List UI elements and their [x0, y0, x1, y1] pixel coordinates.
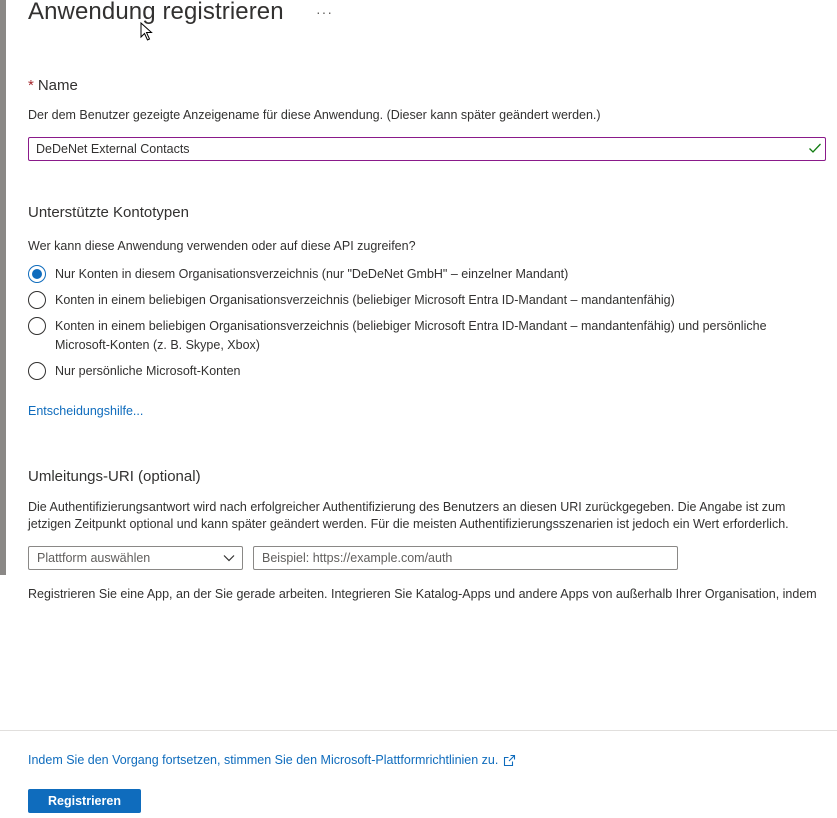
required-marker: * [28, 77, 34, 94]
more-options-icon[interactable]: ··· [316, 4, 333, 20]
name-help-text: Der dem Benutzer gezeigte Anzeigename für diese Anwendung. (Dieser kann später geändert werden.) [28, 108, 601, 122]
name-heading [28, 77, 78, 94]
redirect-uri-heading: Umleitungs-URI (optional) [28, 468, 201, 485]
checkmark-icon [808, 141, 822, 155]
decision-help-link[interactable]: Entscheidungshilfe... [28, 404, 144, 418]
option-label: Konten in einem beliebigen Organisationsverzeichnis (beliebiger Microsoft Entra ID-Mandant – mandantenfähig) und persönliche Microsoft-Konten (z. B. Skype, Xbox) [55, 319, 767, 352]
name-input[interactable] [28, 137, 826, 161]
redirect-uri-description: Die Authentifizierungsantwort wird nach erfolgreicher Authentifizierung des Benutzers an diesen URI zurückgegeben. Die Angabe ist zum jetzigen Zeitpunkt optional und kann später geändert werden. Für die meisten Authentifizierungsszenarien ist jedoch ein Wert erforderlich. [28, 500, 789, 531]
platform-policy-link[interactable] [28, 753, 516, 767]
option-label: Nur Konten in diesem Organisationsverzeichnis (nur "DeDeNet GmbH" – einzelner Mandant) [55, 267, 569, 281]
radio-button[interactable] [28, 291, 46, 309]
external-link-icon [503, 754, 516, 767]
redirect-uri-input[interactable] [253, 546, 678, 570]
platform-select-value: Plattform auswählen [37, 551, 151, 565]
page-title: Anwendung registrieren [28, 0, 284, 25]
account-types-heading: Unterstützte Kontotypen [28, 204, 189, 221]
radio-button[interactable] [28, 362, 46, 380]
account-types-question: Wer kann diese Anwendung verwenden oder auf diese API zugreifen? [28, 239, 416, 253]
radio-button-selected[interactable] [28, 265, 46, 283]
account-type-option-multitenant[interactable] [28, 291, 815, 310]
name-label: Name [37, 77, 78, 94]
account-type-option-multitenant-personal[interactable] [28, 317, 815, 355]
option-label: Konten in einem beliebigen Organisationsverzeichnis (beliebiger Microsoft Entra ID-Mandant – mandantenfähig) [55, 293, 675, 307]
chevron-down-icon [222, 551, 236, 565]
radio-button[interactable] [28, 317, 46, 335]
account-type-option-personal[interactable] [28, 362, 815, 381]
register-button[interactable]: Registrieren [28, 789, 141, 813]
platform-select[interactable] [28, 546, 243, 570]
policy-link-text: Indem Sie den Vorgang fortsetzen, stimmen Sie den Microsoft-Plattformrichtlinien zu. [28, 753, 499, 767]
mouse-cursor-icon [140, 22, 154, 42]
option-label: Nur persönliche Microsoft-Konten [55, 364, 241, 378]
left-scroll-rail[interactable] [0, 0, 6, 575]
account-type-option-single-tenant[interactable] [28, 265, 815, 284]
register-info-text: Registrieren Sie eine App, an der Sie gerade arbeiten. Integrieren Sie Katalog-Apps und andere Apps von außerhalb Ihrer Organisation, indem [28, 587, 817, 601]
